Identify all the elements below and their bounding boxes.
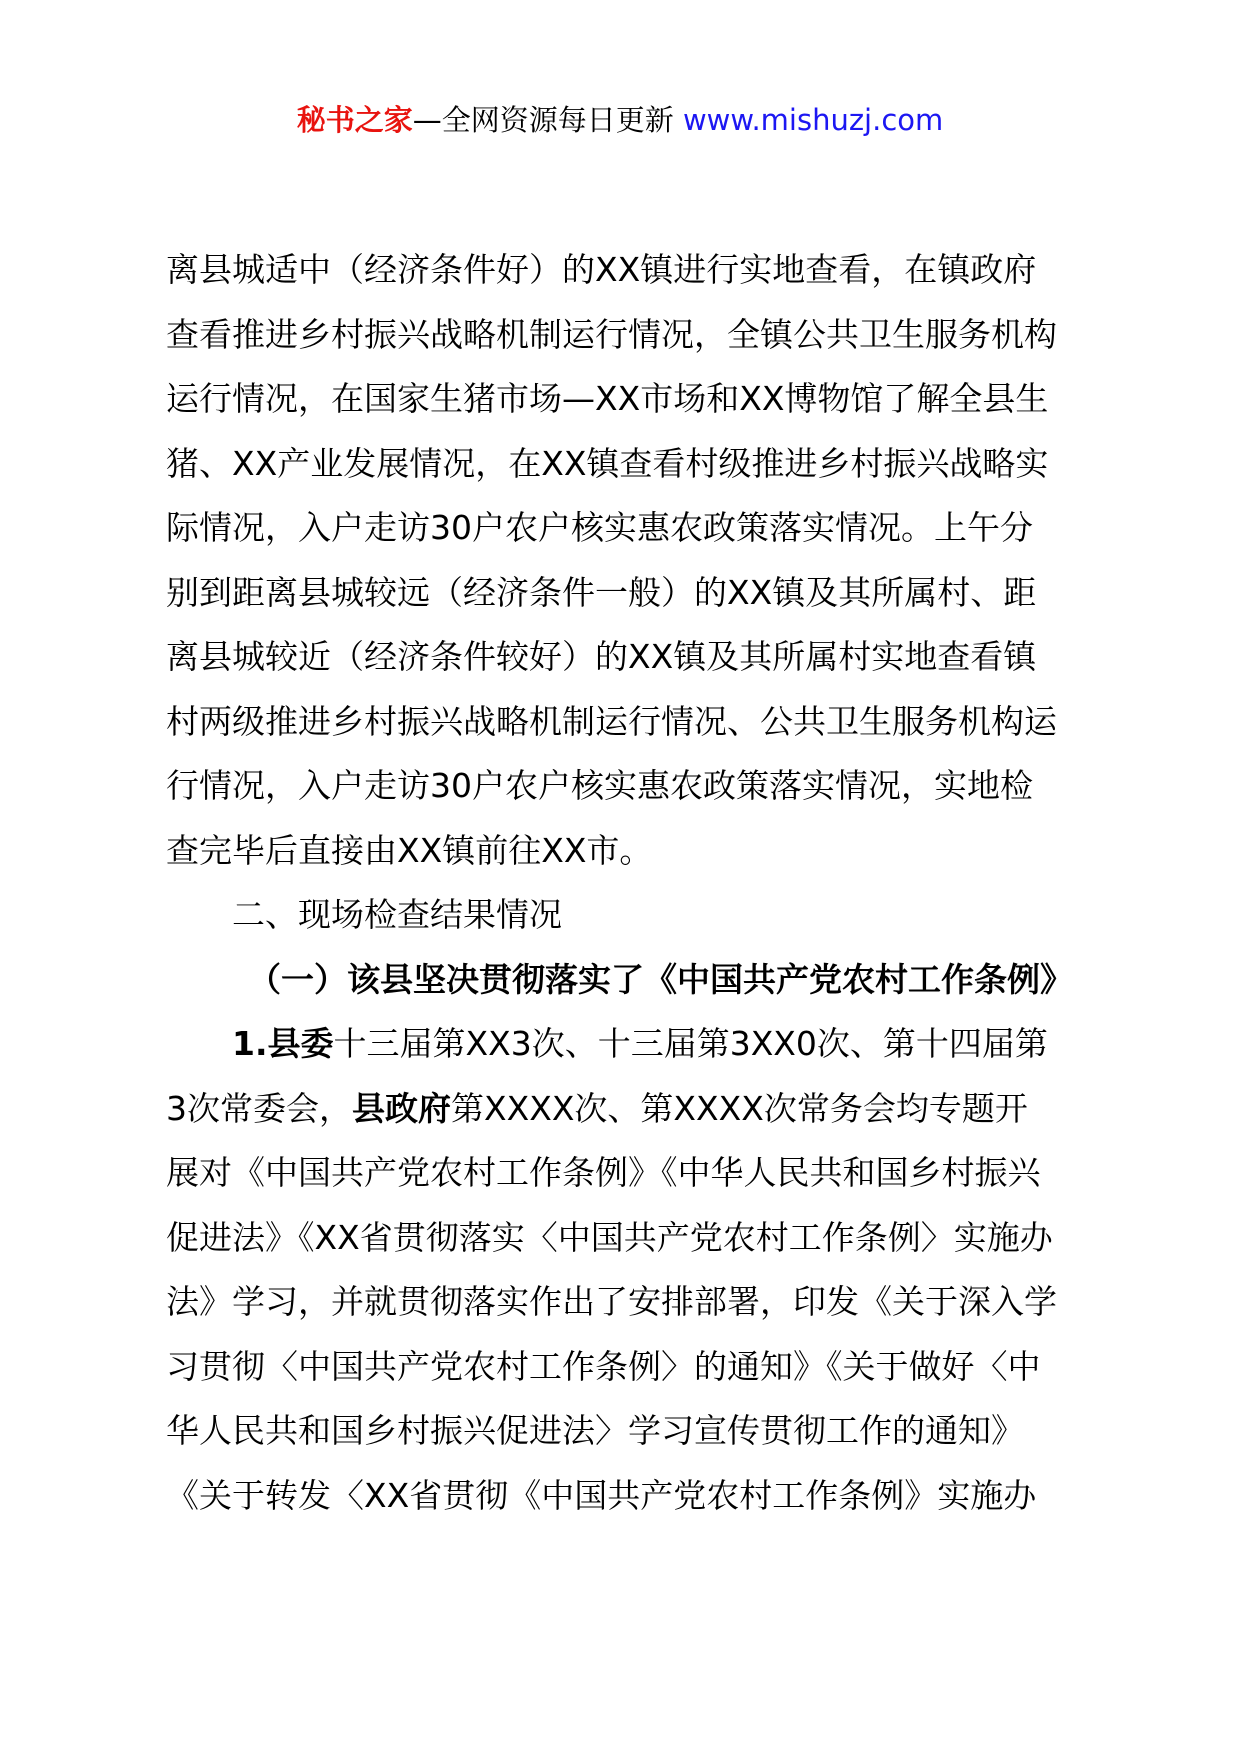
line-text: 3次常委会， [166, 1088, 352, 1128]
bold-county-government: 县政府 [352, 1088, 451, 1128]
page-header [0, 100, 1240, 140]
line-text: 十三届第XX3次、十三届第3XX0次、第十四届第 [333, 1024, 1048, 1063]
paragraph-line: 离县城较近（经济条件较好）的XX镇及其所属村实地查看镇 [166, 637, 1037, 676]
paragraph-line: 运行情况，在国家生猪市场—XX市场和XX博物馆了解全县生 [166, 379, 1049, 418]
site-url[interactable]: www.mishuzj.com [682, 103, 944, 137]
line-text: 第XXXX次、第XXXX次常务会均专题开 [451, 1088, 1028, 1128]
subsection-heading: （一）该县坚决贯彻落实了《中国共产党农村工作条例》 [248, 959, 1073, 999]
paragraph-line: 际情况，入户走访30户农户核实惠农政策落实情况。上午分 [166, 508, 1033, 547]
paragraph-line: 离县城适中（经济条件好）的XX镇进行实地查看，在镇政府 [166, 250, 1037, 289]
paragraph-line: 村两级推进乡村振兴战略机制运行情况、公共卫生服务机构运 [166, 701, 1057, 741]
paragraph-line [166, 1012, 1086, 1077]
paragraph-line: 促进法》《XX省贯彻落实〈中国共产党农村工作条例〉实施办 [166, 1217, 1053, 1257]
paragraph-line [166, 1077, 1086, 1142]
paragraph-line: 别到距离县城较远（经济条件一般）的XX镇及其所属村、距 [166, 572, 1037, 612]
paragraph-line: 法》学习，并就贯彻落实作出了安排部署，印发《关于深入学 [166, 1282, 1057, 1321]
paragraph-line: 《关于转发〈XX省贯彻《中国共产党农村工作条例》实施办 [166, 1475, 1037, 1515]
site-brand: 秘书之家 [296, 103, 413, 137]
paragraph-line: 展对《中国共产党农村工作条例》《中华人民共和国乡村振兴 [166, 1153, 1041, 1192]
paragraph-line: 习贯彻〈中国共产党农村工作条例〉的通知》《关于做好〈中 [166, 1346, 1041, 1386]
document-body [166, 238, 1086, 1528]
paragraph-line: 查完毕后直接由XX镇前往XX市。 [166, 830, 653, 870]
paragraph-line: 华人民共和国乡村振兴促进法〉学习宣传贯彻工作的通知》 [166, 1411, 1024, 1450]
bold-lead-county-committee: 1.县委 [232, 1024, 334, 1063]
section-title: 二、现场检查结果情况 [232, 895, 562, 934]
paragraph-line: 猪、XX产业发展情况，在XX镇查看村级推进乡村振兴战略实 [166, 443, 1049, 483]
site-tagline: —全网资源每日更新 [412, 103, 683, 137]
paragraph-line: 查看推进乡村振兴战略机制运行情况，全镇公共卫生服务机构 [166, 314, 1057, 354]
paragraph-line: 行情况，入户走访30户农户核实惠农政策落实情况，实地检 [166, 766, 1033, 805]
